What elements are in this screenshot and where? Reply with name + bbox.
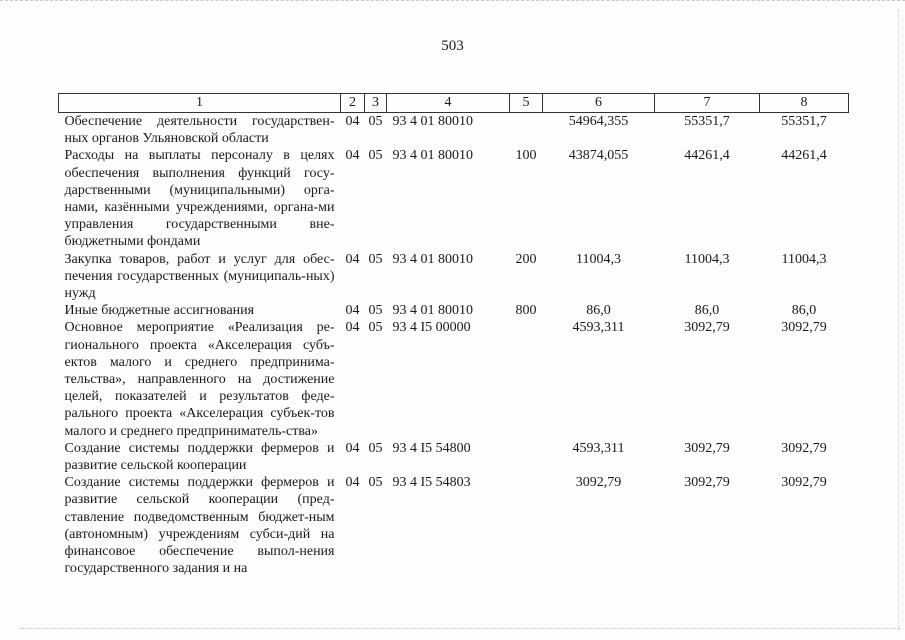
- row-amount-1: 43874,055: [568, 148, 629, 164]
- row-expense-type: 200: [515, 251, 537, 267]
- row-section: 04: [345, 148, 360, 164]
- row-subsection: 05: [368, 114, 383, 129]
- header-col-6: 6: [543, 94, 655, 113]
- table-row: [59, 302, 849, 319]
- table-row: [59, 474, 849, 577]
- row-amount-1: 86,0: [586, 303, 611, 319]
- row-name: Закупка товаров, работ и услуг для обес-печения государственных (муниципаль-ных) нужд: [64, 251, 335, 302]
- row-amount-2: 86,0: [694, 303, 720, 319]
- row-subsection: 05: [368, 303, 383, 319]
- row-name: Создание системы поддержки фермеров и развитие сельской кооперации: [64, 440, 335, 474]
- table-row: [59, 147, 849, 250]
- row-amount-3: 3092,79: [781, 475, 827, 491]
- row-amount-2: 55351,7: [684, 114, 730, 129]
- row-expense-type: [510, 440, 543, 474]
- row-section: 04: [345, 303, 360, 319]
- row-section: 04: [345, 251, 360, 267]
- row-target-code: 93 4 I5 00000: [392, 320, 471, 336]
- row-amount-3: 3092,79: [781, 440, 827, 456]
- row-amount-2: 11004,3: [684, 251, 730, 267]
- row-expense-type: [510, 319, 543, 439]
- header-col-7: 7: [655, 94, 760, 113]
- row-amount-3: 11004,3: [781, 251, 827, 267]
- row-amount-2: 3092,79: [684, 440, 730, 456]
- row-target-code: 93 4 01 80010: [392, 303, 473, 319]
- page-number: 503: [441, 38, 464, 54]
- header-col-2: 2: [341, 94, 365, 113]
- row-amount-2: 3092,79: [684, 320, 730, 336]
- row-name: Иные бюджетные ассигнования: [64, 303, 255, 319]
- row-subsection: 05: [368, 320, 383, 336]
- row-section: 04: [345, 320, 360, 336]
- row-amount-2: 3092,79: [684, 475, 730, 491]
- row-target-code: 93 4 I5 54800: [392, 440, 471, 456]
- row-subsection: 05: [368, 440, 383, 456]
- row-target-code: 93 4 01 80010: [392, 148, 473, 164]
- row-amount-1: 4593,311: [572, 440, 625, 456]
- row-name: Создание системы поддержки фермеров и развитие сельской кооперации (пред-ставление подведомственным бюджет-ным (автономным) учреждениям субси-дий на финансовое обеспечение выпол-нения государственного задания и на: [64, 475, 335, 577]
- scan-edge-right: [898, 10, 901, 630]
- row-target-code: 93 4 01 80010: [392, 251, 473, 267]
- table-header-row: [59, 94, 849, 113]
- row-section: 04: [345, 114, 360, 129]
- header-col-8: 8: [760, 94, 849, 113]
- row-subsection: 05: [368, 475, 383, 491]
- row-amount-1: 54964,355: [568, 114, 629, 129]
- row-name: Обеспечение деятельности государствен-ных органов Ульяновской области: [64, 114, 335, 147]
- header-col-1: 1: [59, 94, 341, 113]
- row-subsection: 05: [368, 251, 383, 267]
- row-name: Основное мероприятие «Реализация ре-гионального проекта «Акселерация субъ-ектов малого и среднего предпринима-тельства», направленного на достижение целей, показателей и результатов феде-рального проекта «Акселерация субъек-тов малого и среднего предприниматель-ства»: [64, 320, 335, 439]
- row-amount-1: 11004,3: [576, 251, 621, 267]
- row-amount-3: 3092,79: [781, 320, 827, 336]
- header-col-5: 5: [510, 94, 543, 113]
- row-section: 04: [345, 475, 360, 491]
- row-section: 04: [345, 440, 360, 456]
- scan-edge-bottom: [20, 628, 900, 633]
- row-amount-1: 4593,311: [572, 320, 625, 336]
- row-amount-3: 44261,4: [781, 148, 827, 164]
- row-expense-type: [510, 113, 543, 148]
- row-amount-1: 3092,79: [575, 475, 622, 491]
- row-expense-type: 100: [515, 148, 537, 164]
- row-subsection: 05: [368, 148, 383, 164]
- row-amount-3: 86,0: [791, 303, 817, 319]
- budget-table: [58, 93, 849, 577]
- row-name: Расходы на выплаты персоналу в целях обеспечения выполнения функций госу-дарственными (муниципальными) орга-нами, казёнными учреждениями, органа-ми управления государственными вне-бюджетными фондами: [64, 148, 335, 250]
- row-target-code: 93 4 I5 54803: [392, 475, 471, 491]
- scan-edge-top: [0, 0, 905, 6]
- table-row: [59, 113, 849, 148]
- table-row: [59, 440, 849, 474]
- table-row: [59, 251, 849, 303]
- header-col-4: 4: [387, 94, 510, 113]
- row-expense-type: 800: [515, 303, 537, 319]
- row-amount-2: 44261,4: [684, 148, 730, 164]
- header-col-3: 3: [365, 94, 387, 113]
- row-expense-type: [510, 474, 543, 577]
- table-row: [59, 319, 849, 439]
- row-amount-3: 55351,7: [781, 114, 827, 129]
- row-target-code: 93 4 01 80010: [392, 114, 473, 129]
